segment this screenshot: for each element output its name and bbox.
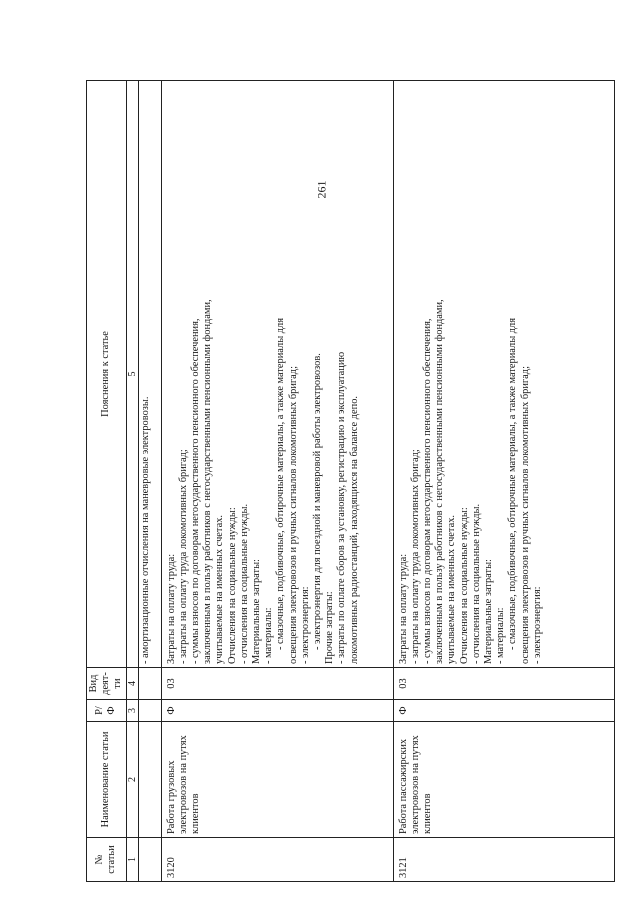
column-number: 5 bbox=[126, 81, 138, 668]
article-activity: 03 bbox=[161, 668, 393, 700]
explanation-line: - отчисления на социальные нужды. bbox=[470, 503, 482, 664]
rotated-table-container bbox=[86, 80, 615, 882]
article-explanation bbox=[161, 81, 393, 668]
explanation-line: - затраты по оплате сборов за установку, регистрацию и эксплуатацию bbox=[336, 351, 348, 664]
explanation-line: - затраты на оплату труда локомотивных бригад; bbox=[177, 449, 189, 664]
article-rf: Ф bbox=[393, 700, 614, 722]
explanation-line: заключенным в пользу работников с негосударственными пенсионными фондами, bbox=[434, 299, 446, 664]
article-name: Работа пассажирских электровозов на путях клиентов bbox=[393, 722, 614, 838]
explanation-line: - суммы взносов по договорам негосударственного пенсионного обеспечения, bbox=[422, 318, 434, 664]
explanation-line: - электроэнергия для поездной и маневровой работы электровозов. bbox=[312, 353, 324, 650]
explanation-line: Отчисления на социальные нужды: bbox=[226, 507, 238, 664]
explanation-line: Материальные затраты: bbox=[251, 559, 263, 664]
article-name: Работа грузовых электровозов на путях клиентов bbox=[161, 722, 393, 838]
explanation-line: - электроэнергия: bbox=[531, 586, 543, 664]
continuation-text: - амортизационные отчисления на маневровые электровозы. bbox=[138, 81, 161, 668]
article-activity: 03 bbox=[393, 668, 614, 700]
column-number: 2 bbox=[126, 722, 138, 838]
table-row bbox=[393, 81, 614, 882]
explanation-line: - материалы: bbox=[495, 607, 507, 664]
explanation-line: Материальные затраты: bbox=[483, 559, 495, 664]
page-number: 261 bbox=[314, 180, 329, 199]
continuation-row bbox=[138, 81, 161, 882]
explanation-line: учитываемые на именных счетах. bbox=[446, 515, 458, 664]
explanation-line: - отчисления на социальные нужды. bbox=[238, 503, 250, 664]
explanation-line: Прочие затраты: bbox=[324, 591, 336, 664]
explanation-line: - смазочные, подбивочные, обтирочные материалы, а также материалы для bbox=[507, 317, 519, 650]
column-number: 4 bbox=[126, 668, 138, 700]
explanation-line: - электроэнергия: bbox=[299, 586, 311, 664]
explanation-line: Отчисления на социальные нужды: bbox=[458, 507, 470, 664]
explanation-line: Затраты на оплату труда: bbox=[397, 553, 409, 664]
expense-articles-table bbox=[86, 80, 615, 882]
explanation-line: заключенным в пользу работников с негосударственными пенсионными фондами, bbox=[202, 299, 214, 664]
explanation-line: учитываемые на именных счетах. bbox=[214, 515, 226, 664]
header-row bbox=[87, 81, 127, 882]
article-code: 3121 bbox=[393, 838, 614, 882]
header-article-name: Наименование статьи bbox=[87, 722, 127, 838]
article-code: 3120 bbox=[161, 838, 393, 882]
explanation-line: освещения электровозов и ручных сигналов локомотивных бригад; bbox=[287, 366, 299, 664]
explanation-line: освещения электровозов и ручных сигналов локомотивных бригад; bbox=[519, 366, 531, 664]
explanation-line: Затраты на оплату труда: bbox=[165, 553, 177, 664]
explanation-line: - суммы взносов по договорам негосударственного пенсионного обеспечения, bbox=[190, 318, 202, 664]
explanation-line: - материалы: bbox=[263, 607, 275, 664]
header-article-number: № статьи bbox=[87, 838, 127, 882]
explanation-line: - затраты на оплату труда локомотивных бригад; bbox=[409, 449, 421, 664]
header-rf: Р/ Ф bbox=[87, 700, 127, 722]
article-explanation bbox=[393, 81, 614, 668]
explanation-line: локомотивных радиостанций, находящихся на балансе депо. bbox=[348, 395, 360, 664]
explanation-line: - смазочные, подбивочные, обтирочные материалы, а также материалы для bbox=[275, 317, 287, 650]
column-numbers-row bbox=[126, 81, 138, 882]
header-explanations: Пояснения к статье bbox=[87, 81, 127, 668]
column-number: 1 bbox=[126, 838, 138, 882]
header-activity-type: Вид деят-ти bbox=[87, 668, 127, 700]
column-number: 3 bbox=[126, 700, 138, 722]
table-row bbox=[161, 81, 393, 882]
article-rf: Ф bbox=[161, 700, 393, 722]
